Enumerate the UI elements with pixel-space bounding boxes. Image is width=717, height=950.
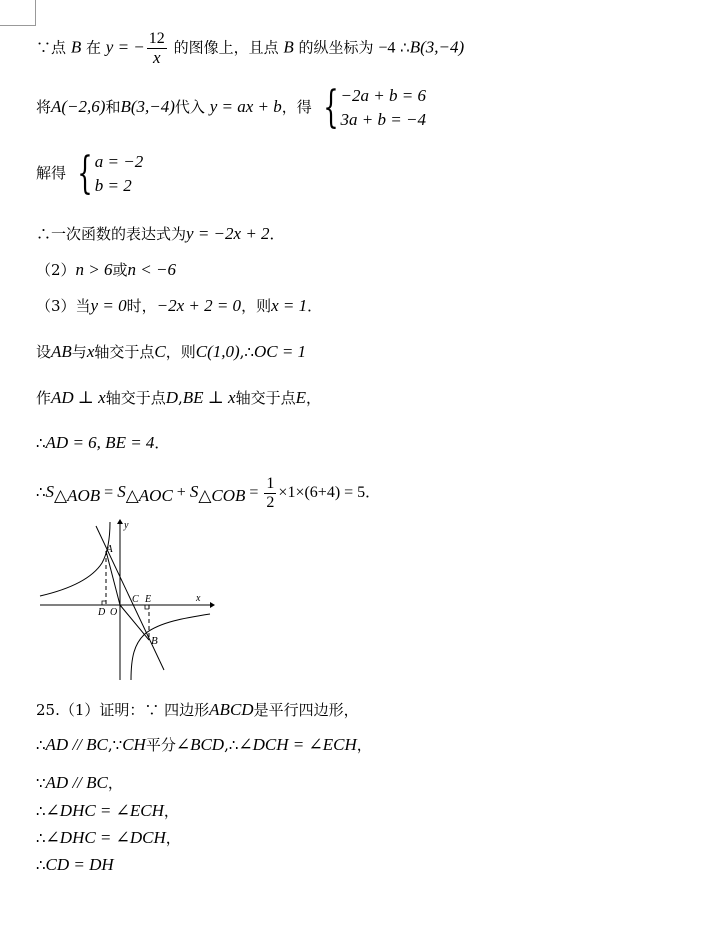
solution-line-12 (36, 735, 372, 755)
math-var: x (86, 342, 95, 361)
math-segment: CH (122, 735, 146, 754)
math-var: B (283, 37, 294, 57)
math-equation: y = −2x + 2 (186, 224, 270, 243)
math-equation: x = 1 (271, 296, 308, 315)
therefore-symbol: ∴ (36, 736, 46, 754)
text: 轴交于点 (94, 343, 155, 361)
math-point: A(−2,6) (51, 97, 106, 116)
label-a: A (106, 543, 113, 555)
text: 的纵坐标为 (298, 38, 374, 57)
because-symbol: ∵ (36, 774, 46, 792)
text: 时， (126, 297, 157, 315)
math-inequality: n > 6 (75, 260, 113, 279)
fraction (147, 30, 167, 67)
solution-line-5 (36, 260, 176, 280)
solution-line-4 (36, 224, 285, 244)
text: 作 (36, 389, 52, 407)
therefore-symbol: ∴ (36, 856, 46, 874)
math-expr: AD // BC (45, 735, 108, 754)
text: ,∵ (107, 736, 123, 754)
math-operator: = (245, 484, 263, 501)
system-equation: a = −2 (94, 152, 144, 171)
label-e: E (145, 594, 152, 605)
solution-line-9 (36, 433, 169, 453)
text: 轴交于点 (105, 389, 166, 407)
solution-line-15 (36, 828, 181, 848)
math-point: B(3,−4) (409, 37, 465, 57)
page-corner-mark (0, 0, 36, 26)
math-equation: CD = DH (45, 855, 114, 874)
solution-line-2 (36, 84, 426, 132)
math-expr: AD // BC (45, 773, 108, 792)
label-o: O (110, 607, 118, 618)
math-equation: ∠DHC = ∠ECH (45, 801, 164, 820)
therefore-symbol: ∴ (36, 225, 52, 243)
math-inequality: n < −6 (127, 260, 176, 279)
solution-line-16 (36, 855, 114, 875)
text: ， (356, 736, 372, 754)
solution-line-7 (36, 342, 306, 362)
text: , (178, 389, 183, 407)
text: ，则 (165, 343, 196, 361)
text: ． (269, 225, 285, 243)
text: 设 (36, 343, 52, 361)
text: 和 (105, 98, 121, 116)
text: ． (307, 297, 323, 315)
solution-line-1 (36, 30, 464, 67)
math-var: ABCD (209, 700, 254, 719)
math-segment: AB (51, 342, 72, 361)
fraction-numerator: 12 (148, 30, 165, 47)
system-equation: b = 2 (94, 176, 132, 195)
math-operator: = (100, 484, 118, 501)
text: 或 (112, 261, 128, 279)
label-d: D (98, 607, 106, 618)
hyperbola-branch-right (131, 614, 210, 680)
math-expr: y = − (105, 37, 145, 57)
text: ,∴ (239, 343, 254, 361)
solution-line-13 (36, 773, 123, 793)
equation-system (317, 84, 426, 132)
text: 是平行四边形， (253, 701, 359, 719)
segment-ob (120, 605, 149, 640)
math-subscript: △COB (198, 486, 246, 505)
text: 的图像上，且点 (173, 38, 279, 57)
because-symbol: ∵ (36, 38, 52, 57)
math-var: S (117, 482, 126, 501)
fraction-denominator: x (153, 48, 161, 67)
math-expr: AD ⊥ x (51, 388, 106, 407)
math-equation: OC = 1 (253, 342, 307, 361)
math-var: S (189, 482, 199, 501)
text: （2） (36, 261, 76, 279)
text: （3）当 (36, 297, 91, 315)
math-expr: BE ⊥ x (182, 388, 236, 407)
math-var: C (154, 342, 166, 361)
text: 代入 (174, 98, 205, 116)
text: 与 (71, 343, 87, 361)
label-c: C (132, 594, 139, 605)
therefore-symbol: ∴ (36, 802, 46, 820)
text: ， (107, 774, 123, 792)
solution-line-14 (36, 801, 179, 821)
math-value: −4 (378, 39, 396, 57)
math-var: E (295, 388, 307, 407)
solution-line-3 (36, 150, 143, 198)
math-equation: −2x + 2 = 0 (156, 296, 242, 315)
text: ，得 (281, 98, 312, 116)
math-operator: + (172, 484, 190, 501)
math-equation: y = 0 (90, 296, 127, 315)
math-equation: AD = 6, BE = 4 (45, 433, 155, 452)
text: 将 (36, 98, 52, 116)
fraction (264, 475, 276, 512)
math-point: B(3,−4) (120, 97, 175, 116)
math-expr: ×1×(6+4) = 5 (278, 484, 366, 501)
text: 25.（1）证明：∵ 四边形 (36, 701, 210, 719)
label-x: x (196, 593, 201, 604)
y-axis-arrow (117, 519, 123, 524)
text: ． (365, 483, 381, 501)
therefore-symbol: ∴ (36, 434, 46, 452)
text: ， (165, 829, 181, 847)
x-axis-arrow (210, 602, 215, 608)
fraction-denominator: 2 (266, 493, 275, 511)
solution-line-6 (36, 296, 322, 316)
label-b: B (151, 635, 158, 647)
text: 解得 (36, 164, 67, 182)
math-equation: y = ax + b (209, 97, 282, 116)
text: ， (163, 802, 179, 820)
right-angle-mark-e (145, 605, 149, 609)
math-subscript: △AOB (54, 486, 101, 505)
text: 一次函数的表达式为 (51, 225, 187, 243)
math-angle: ∠BCD (175, 735, 225, 754)
therefore-symbol: ∴ (36, 829, 46, 847)
math-subscript: △AOC (125, 486, 173, 505)
text: 轴交于点 (235, 389, 296, 407)
text: 在 (85, 38, 101, 57)
math-equation: ∠DCH = ∠ECH (238, 735, 357, 754)
left-brace: { (322, 82, 339, 133)
math-equation: ∠DHC = ∠DCH (45, 828, 166, 847)
text: ， (306, 389, 322, 407)
text: ． (154, 434, 170, 452)
therefore-symbol: ∴ (400, 38, 410, 57)
segment-oa (106, 551, 120, 605)
text: ，则 (241, 297, 272, 315)
math-var: B (70, 37, 82, 57)
therefore-symbol: ∴ (36, 483, 46, 501)
solution-line-8 (36, 388, 321, 408)
text: ,∴ (224, 736, 239, 754)
solution-line-11 (36, 700, 359, 720)
math-point: C(1,0) (195, 342, 240, 361)
text: 平分 (145, 736, 176, 754)
text: 点 (51, 38, 67, 57)
math-var: S (45, 482, 55, 501)
system-equation: 3a + b = −4 (340, 110, 426, 129)
function-graph (36, 518, 216, 683)
system-equation: −2a + b = 6 (340, 86, 426, 105)
label-y: y (124, 520, 129, 531)
math-var: D (165, 388, 179, 407)
right-angle-mark-d (102, 601, 106, 605)
solution-line-10 (36, 472, 380, 516)
fraction-numerator: 1 (266, 474, 275, 492)
equation-system (71, 150, 143, 198)
left-brace: { (77, 148, 93, 199)
